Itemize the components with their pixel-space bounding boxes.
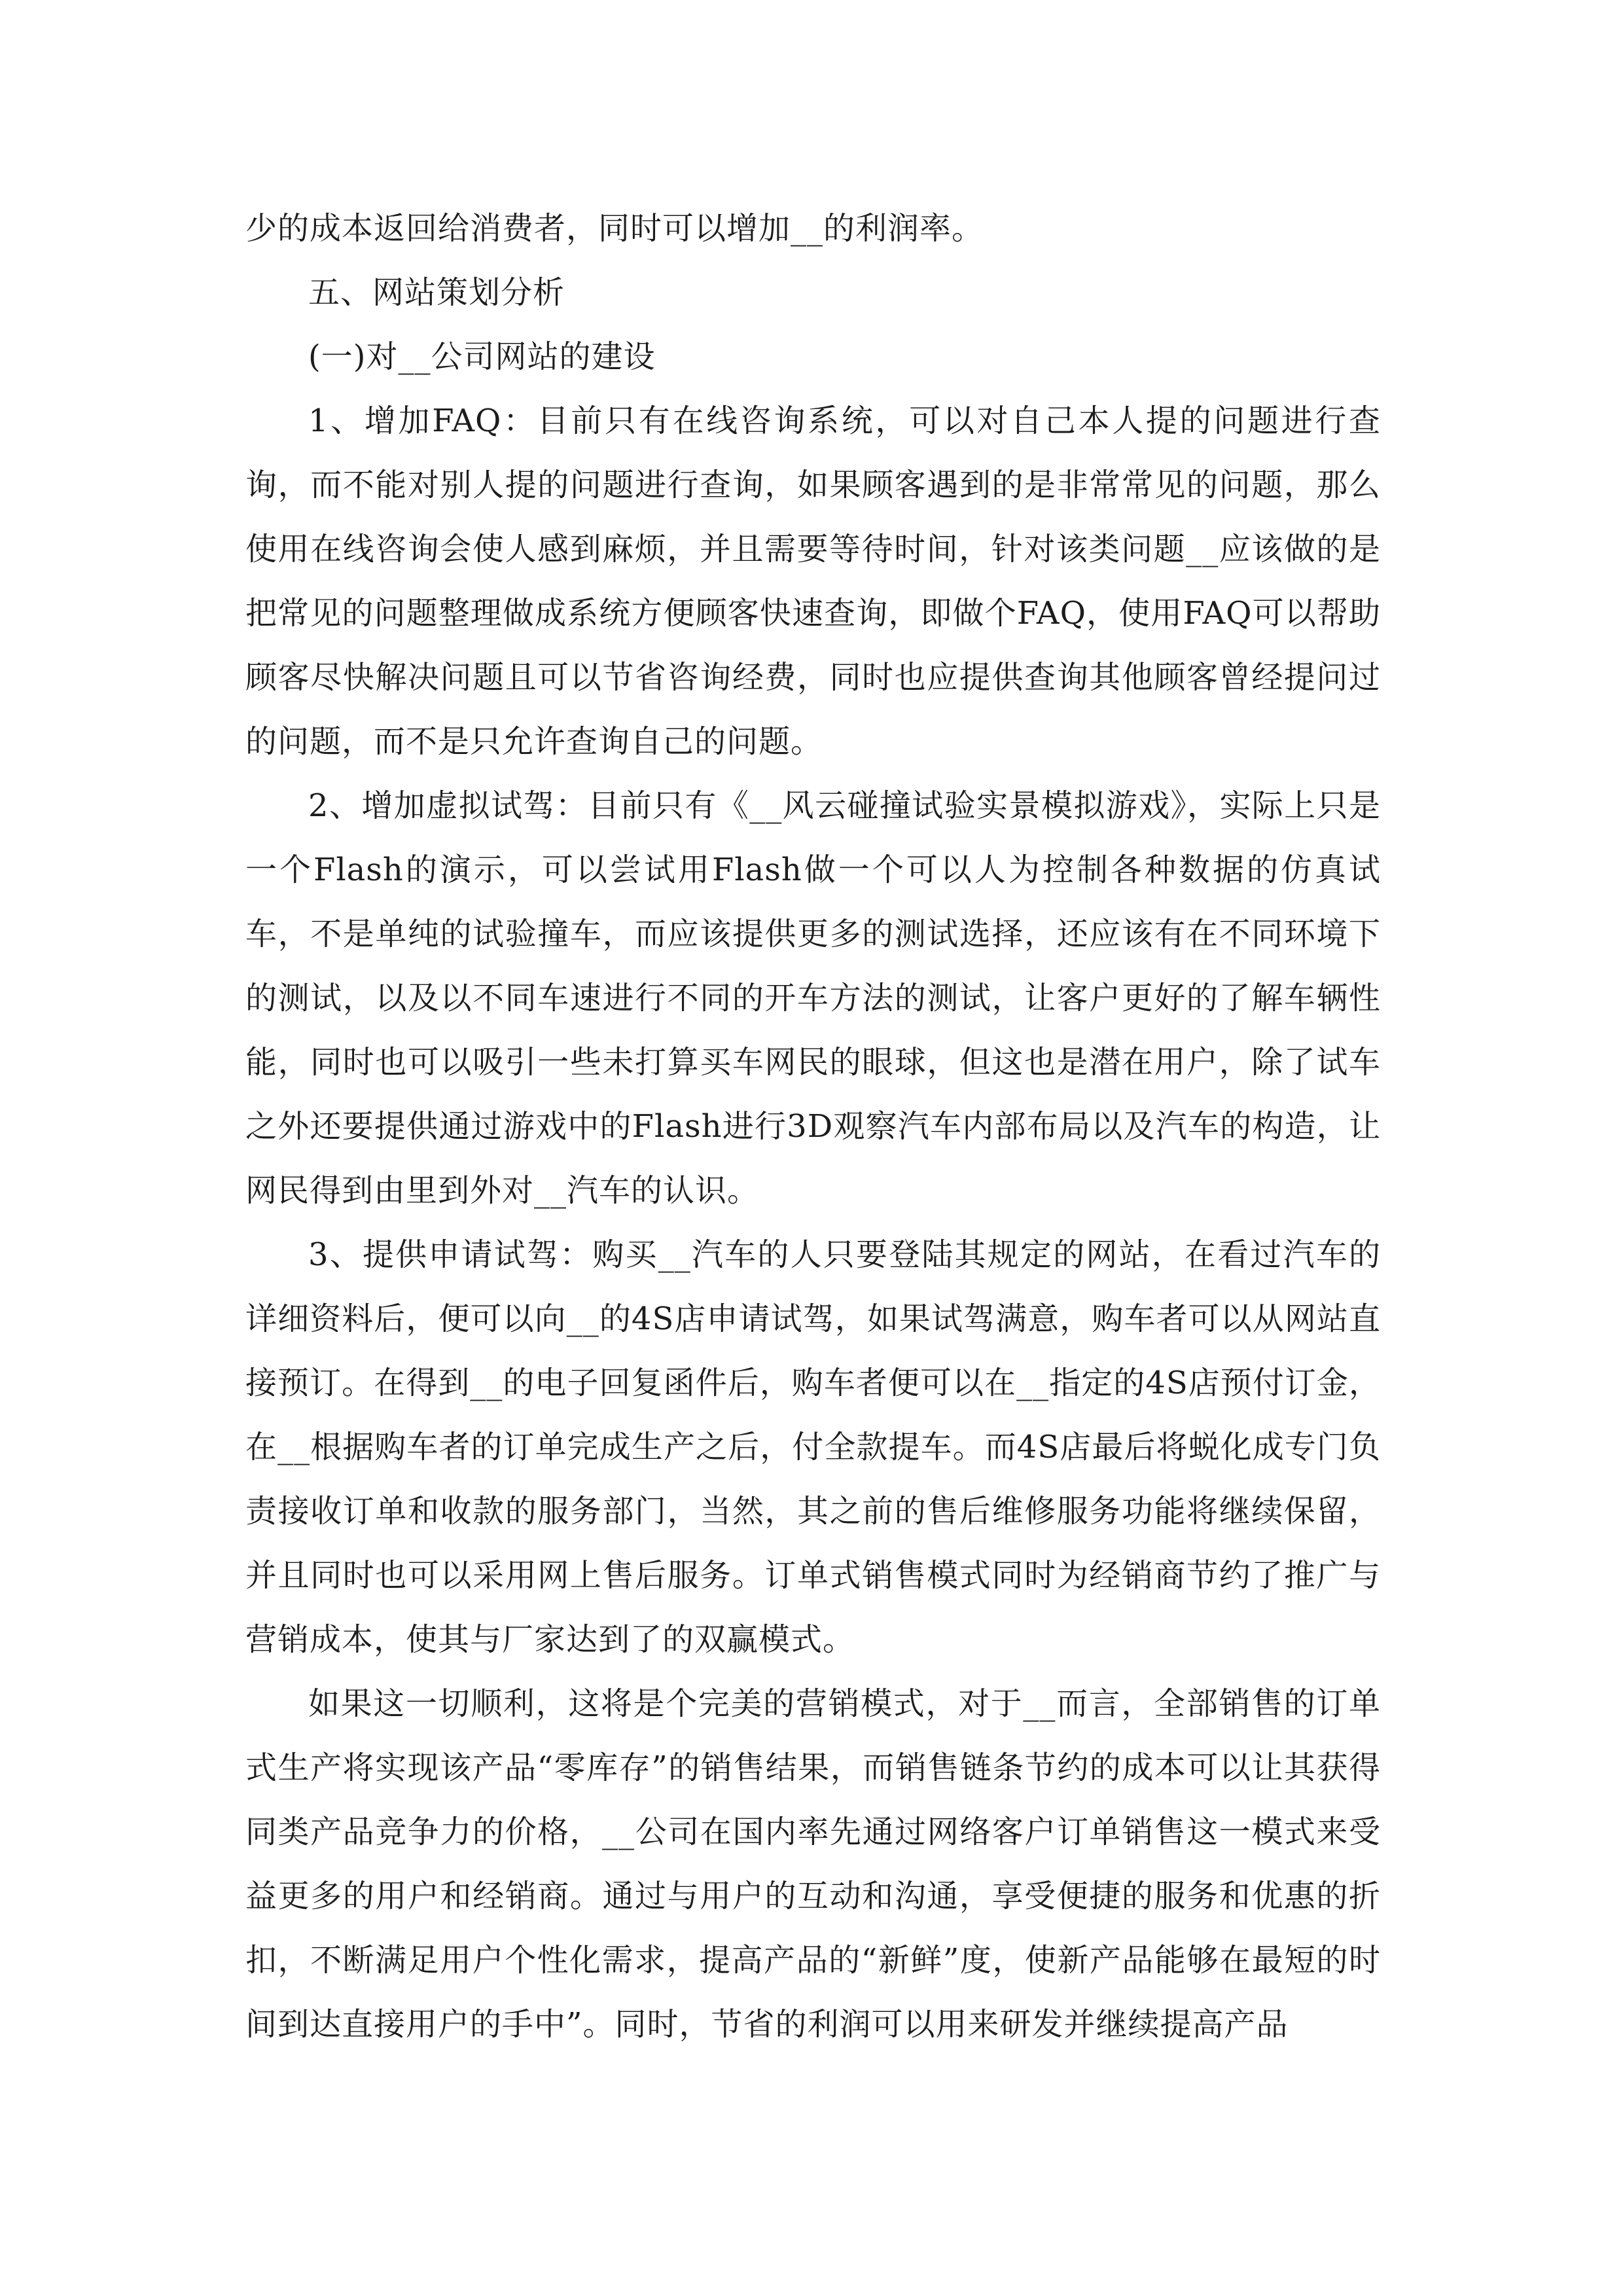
paragraph-conclusion: 如果这一切顺利，这将是个完美的营销模式，对于__而言，全部销售的订单式生产将实现该产品“零库存”的销售结果，而销售链条节约的成本可以让其获得同类产品竞争力的价格，__公司在国内率先通过网络客户订单销售这一模式来受益更多的用户和经销商。通过与用户的互动和沟通，享受便捷的服务和优惠的折扣，不断满足用户个性化需求，提高产品的“新鲜”度，使新产品能够在最短的时间到达直接用户的手中”。同时，节省的利润可以用来研发并继续提高产品 bbox=[245, 1685, 1381, 2043]
paragraph-continuation: 少的成本返回给消费者，同时可以增加__的利润率。 bbox=[245, 210, 984, 247]
paragraph-apply-test-drive: 3、提供申请试驾：购买__汽车的人只要登陆其规定的网站，在看过汽车的详细资料后，便可以向__的4S店申请试驾，如果试驾满意，购车者可以从网站直接预订。在得到__的电子回复函件后，购车者便可以在__指定的4S店预付订金，在__根据购车者的订单完成生产之后，付全款提车。而4S店最后将蜕化成专门负责接收订单和收款的服务部门，当然，其之前的售后维修服务功能将继续保留，并且同时也可以采用网上售后服务。订单式销售模式同时为经销商节约了推广与营销成本，使其与厂家达到了的双赢模式。 bbox=[245, 1236, 1381, 1658]
paragraph-faq: 1、增加FAQ：目前只有在线咨询系统，可以对自己本人提的问题进行查询，而不能对别人提的问题进行查询，如果顾客遇到的是非常常见的问题，那么使用在线咨询会使人感到麻烦，并且需要等待时间，针对该类问题__应该做的是把常见的问题整理做成系统方便顾客快速查询，即做个FAQ，使用FAQ可以帮助顾客尽快解决问题且可以节省咨询经费，同时也应提供查询其他顾客曾经提问过的问题，而不是只允许查询自己的问题。 bbox=[245, 403, 1381, 760]
subsection-heading: (一)对__公司网站的建设 bbox=[308, 338, 656, 375]
paragraph-virtual-test-drive: 2、增加虚拟试驾：目前只有《__风云碰撞试验实景模拟游戏》，实际上只是一个Flash的演示，可以尝试用Flash做一个可以人为控制各种数据的仿真试车，不是单纯的试验撞车，而应该提供更多的测试选择，还应该有在不同环境下的测试，以及以不同车速进行不同的开车方法的测试，让客户更好的了解车辆性能，同时也可以吸引一些未打算买车网民的眼球，但这也是潜在用户，除了试车之外还要提供通过游戏中的Flash进行3D观察汽车内部布局以及汽车的构造，让网民得到由里到外对__汽车的认识。 bbox=[245, 787, 1381, 1209]
document-body bbox=[245, 196, 1381, 2056]
section-heading: 五、网站策划分析 bbox=[308, 274, 565, 311]
